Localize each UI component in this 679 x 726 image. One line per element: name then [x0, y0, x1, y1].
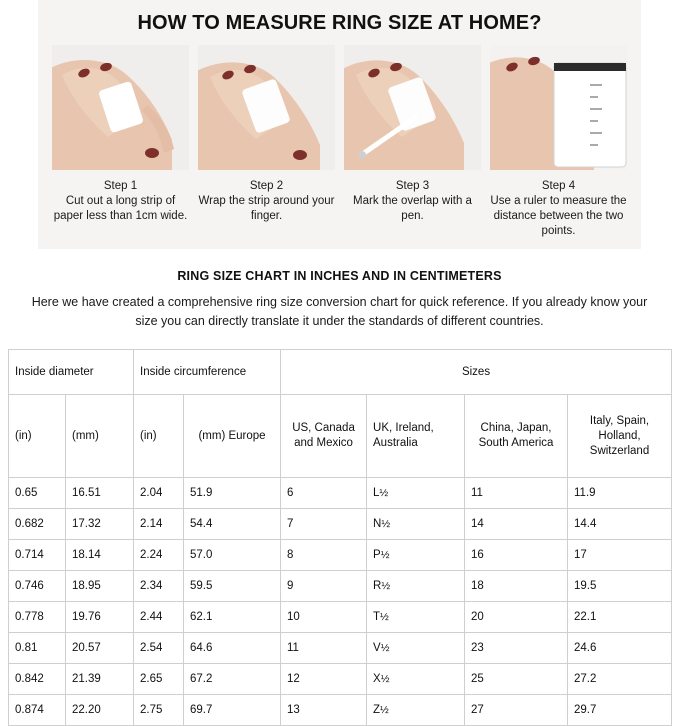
subheader-italy-spain-holland-switzerland: Italy, Spain, Holland, Switzerland [568, 395, 672, 478]
table-cell: 10 [281, 602, 367, 633]
table-cell: 2.44 [134, 602, 184, 633]
table-cell: 18.14 [66, 540, 134, 571]
table-cell: 14.4 [568, 509, 672, 540]
uk-size-fraction: ½ [380, 642, 390, 654]
table-cell: 11 [465, 478, 568, 509]
table-cell: T½ [367, 602, 465, 633]
table-row [9, 571, 672, 602]
table-cell: 14 [465, 509, 568, 540]
table-sub-header-row [9, 395, 672, 478]
table-cell: 0.778 [9, 602, 66, 633]
step-1 [52, 45, 189, 239]
table-cell: 20 [465, 602, 568, 633]
table-cell: 0.714 [9, 540, 66, 571]
step-4 [490, 45, 627, 239]
uk-size-fraction: ½ [381, 518, 391, 530]
step-2-desc: Wrap the strip around your finger. [198, 195, 335, 222]
table-cell: 19.5 [568, 571, 672, 602]
table-cell: 11.9 [568, 478, 672, 509]
table-cell: 18.95 [66, 571, 134, 602]
subheader-diameter-in: (in) [9, 395, 66, 478]
uk-size-fraction: ½ [381, 580, 391, 592]
table-cell: 11 [281, 633, 367, 664]
hand-wrapping-strip-illustration [198, 45, 335, 170]
table-cell: 0.874 [9, 695, 66, 726]
table-cell: 17 [568, 540, 672, 571]
table-cell: 0.65 [9, 478, 66, 509]
subheader-circumference-mm-europe: (mm) Europe [184, 395, 281, 478]
table-cell: 57.0 [184, 540, 281, 571]
step-2-photo [198, 45, 335, 170]
table-cell: 13 [281, 695, 367, 726]
table-cell: 59.5 [184, 571, 281, 602]
subheader-china-japan-south-america: China, Japan, South America [465, 395, 568, 478]
step-1-label: Step 1 [103, 180, 138, 192]
table-row [9, 695, 672, 726]
table-row [9, 664, 672, 695]
ring-size-table [8, 349, 672, 726]
chart-heading: RING SIZE CHART IN INCHES AND IN CENTIMETERS [177, 269, 502, 283]
table-cell: X½ [367, 664, 465, 695]
subheader-diameter-mm: (mm) [66, 395, 134, 478]
table-cell: 29.7 [568, 695, 672, 726]
table-cell: 8 [281, 540, 367, 571]
table-body [9, 478, 672, 726]
table-cell: 2.65 [134, 664, 184, 695]
table-group-header-row [9, 350, 672, 395]
table-cell: 22.20 [66, 695, 134, 726]
table-cell: R½ [367, 571, 465, 602]
table-cell: 2.04 [134, 478, 184, 509]
table-cell: 7 [281, 509, 367, 540]
table-cell: N½ [367, 509, 465, 540]
table-row [9, 478, 672, 509]
uk-size-fraction: ½ [379, 487, 389, 499]
uk-size-fraction: ½ [380, 611, 389, 623]
chart-intro: Here we have created a comprehensive ring size conversion chart for quick reference. If you already know your size you can directly translate it under the standards of different countries. [31, 295, 648, 328]
measure-infographic [38, 0, 641, 249]
hand-ruler-measuring-illustration [490, 45, 627, 170]
table-cell: 24.6 [568, 633, 672, 664]
step-2 [198, 45, 335, 239]
table-cell: 64.6 [184, 633, 281, 664]
table-cell: V½ [367, 633, 465, 664]
table-cell: 0.81 [9, 633, 66, 664]
table-cell: 20.57 [66, 633, 134, 664]
table-cell: 21.39 [66, 664, 134, 695]
step-3-photo [344, 45, 481, 170]
table-cell: 23 [465, 633, 568, 664]
table-row [9, 509, 672, 540]
table-cell: 51.9 [184, 478, 281, 509]
table-cell: 9 [281, 571, 367, 602]
step-2-label: Step 2 [249, 180, 284, 192]
step-1-photo [52, 45, 189, 170]
table-cell: 2.34 [134, 571, 184, 602]
table-cell: 25 [465, 664, 568, 695]
table-cell: 27.2 [568, 664, 672, 695]
table-cell: 62.1 [184, 602, 281, 633]
hand-marking-pen-illustration [344, 45, 481, 170]
table-cell: 18 [465, 571, 568, 602]
uk-size-fraction: ½ [380, 704, 389, 716]
infographic-title: HOW TO MEASURE RING SIZE AT HOME? [137, 12, 542, 34]
step-3 [344, 45, 481, 239]
table-row [9, 540, 672, 571]
table-cell: Z½ [367, 695, 465, 726]
table-row [9, 602, 672, 633]
steps-row [38, 45, 641, 239]
table-cell: 22.1 [568, 602, 672, 633]
step-4-photo [490, 45, 627, 170]
subheader-uk-ireland-australia: UK, Ireland, Australia [367, 395, 465, 478]
table-cell: L½ [367, 478, 465, 509]
step-1-desc: Cut out a long strip of paper less than 1cm wide. [53, 195, 188, 222]
table-cell: 69.7 [184, 695, 281, 726]
table-cell: 67.2 [184, 664, 281, 695]
step-4-desc: Use a ruler to measure the distance between the two points. [490, 195, 627, 237]
table-cell: P½ [367, 540, 465, 571]
table-cell: 2.24 [134, 540, 184, 571]
subheader-us-canada-mexico: US, Canada and Mexico [281, 395, 367, 478]
table-cell: 16.51 [66, 478, 134, 509]
table-cell: 0.746 [9, 571, 66, 602]
table-cell: 0.682 [9, 509, 66, 540]
table-row [9, 633, 672, 664]
step-3-label: Step 3 [395, 180, 430, 192]
step-4-label: Step 4 [541, 180, 576, 192]
header-sizes: Sizes [281, 350, 672, 395]
table-cell: 0.842 [9, 664, 66, 695]
header-inside-circumference: Inside circumference [134, 350, 281, 395]
header-inside-diameter: Inside diameter [9, 350, 134, 395]
table-cell: 2.75 [134, 695, 184, 726]
table-cell: 16 [465, 540, 568, 571]
table-cell: 6 [281, 478, 367, 509]
table-cell: 17.32 [66, 509, 134, 540]
uk-size-fraction: ½ [380, 673, 390, 685]
table-cell: 12 [281, 664, 367, 695]
table-cell: 27 [465, 695, 568, 726]
subheader-circumference-in: (in) [134, 395, 184, 478]
hand-paper-strip-illustration [52, 45, 189, 170]
table-cell: 2.14 [134, 509, 184, 540]
step-3-desc: Mark the overlap with a pen. [353, 195, 472, 222]
table-cell: 19.76 [66, 602, 134, 633]
table-cell: 54.4 [184, 509, 281, 540]
uk-size-fraction: ½ [380, 549, 390, 561]
table-cell: 2.54 [134, 633, 184, 664]
